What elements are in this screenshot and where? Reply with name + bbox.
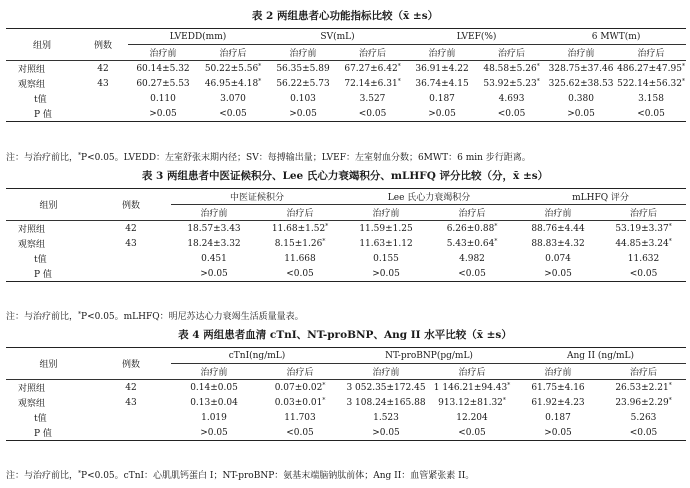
- table-row: [6, 76, 686, 91]
- cell: 56.35±5.89: [268, 61, 338, 77]
- row-label: t值: [34, 414, 47, 424]
- cell: 0.13±0.04: [190, 397, 238, 408]
- table-row: [6, 425, 686, 441]
- before-header: 治疗前: [200, 209, 228, 219]
- row-label: 观察组: [18, 80, 46, 90]
- after-header: 治疗后: [286, 209, 314, 219]
- cell: 67.27±6.42*: [338, 61, 407, 77]
- cell: <0.05: [257, 425, 343, 441]
- cell: 61.92±4.23: [531, 397, 585, 408]
- cell: 88.83±4.32: [531, 238, 585, 249]
- row-label: 对照组: [6, 61, 78, 77]
- cell: 0.03±0.01*: [274, 397, 326, 408]
- measure-header: LVEF(%): [407, 29, 546, 45]
- row-n: [91, 410, 171, 425]
- cell: 46.95±4.18*: [204, 78, 262, 89]
- table-row: [6, 251, 686, 266]
- measure-header: 6 MWT(m): [546, 29, 686, 45]
- row-n: [91, 266, 171, 282]
- table3: [6, 188, 686, 282]
- row-n: 43: [97, 78, 109, 89]
- cell: >0.05: [171, 266, 257, 282]
- cell: 8.15±1.26*: [274, 238, 326, 249]
- cell: 3.070: [220, 93, 246, 104]
- cell: 0.187: [545, 412, 571, 423]
- group-header: 组别: [6, 189, 91, 221]
- cell: 0.07±0.02*: [257, 380, 343, 396]
- table4: [6, 347, 686, 441]
- row-n: 42: [91, 221, 171, 237]
- row-n: 43: [125, 397, 137, 408]
- cell: 11.703: [284, 412, 316, 423]
- measure-header: 中医证候积分: [171, 189, 343, 205]
- cell: 44.85±3.24*: [615, 238, 672, 249]
- table-row: [6, 221, 686, 237]
- table3-header-row: [6, 189, 686, 205]
- measure-header: Lee 氏心力衰竭积分: [343, 189, 515, 205]
- cell: >0.05: [171, 425, 257, 441]
- row-label: 对照组: [6, 221, 91, 237]
- table2-caption: 表 2 两组患者心功能指标比较（x̄ ±s）: [251, 10, 439, 22]
- table2: [6, 28, 686, 122]
- cell: 11.63±1.12: [359, 238, 413, 249]
- row-n: 42: [91, 380, 171, 396]
- cell: >0.05: [343, 425, 429, 441]
- cell: >0.05: [407, 106, 477, 122]
- n-header: 例数: [91, 189, 171, 221]
- after-header: 治疗后: [219, 49, 247, 59]
- cell: 1 146.21±94.43*: [429, 380, 515, 396]
- cell: 4.693: [498, 93, 525, 104]
- cell: 5.263: [630, 412, 657, 423]
- row-n: [78, 91, 128, 106]
- n-header: 例数: [78, 29, 128, 61]
- cell: 11.632: [627, 253, 660, 264]
- cell: <0.05: [601, 266, 686, 282]
- before-header: 治疗前: [544, 209, 572, 219]
- table-row: [6, 395, 686, 410]
- cell: 53.19±3.37*: [601, 221, 686, 237]
- cell: 50.22±5.56*: [198, 61, 268, 77]
- row-label: t值: [34, 95, 47, 105]
- after-header: 治疗后: [637, 49, 665, 59]
- cell: 522.14±56.32*: [617, 78, 685, 89]
- after-header: 治疗后: [498, 49, 526, 59]
- measure-header: SV(mL): [268, 29, 407, 45]
- cell: 53.92±5.23*: [483, 78, 540, 89]
- cell: 1.019: [201, 412, 227, 423]
- table2-header-row: [6, 29, 686, 45]
- cell: >0.05: [268, 106, 338, 122]
- cell: 36.91±4.22: [407, 61, 477, 77]
- cell: 4.982: [459, 253, 485, 264]
- group-header: 组别: [6, 348, 91, 380]
- cell: <0.05: [429, 425, 515, 441]
- measure-header: mLHFQ 评分: [515, 189, 686, 205]
- cell: 88.76±4.44: [515, 221, 601, 237]
- cell: 61.75±4.16: [515, 380, 601, 396]
- row-label: 对照组: [6, 380, 91, 396]
- table3-note: 注：与治疗前比，*P<0.05。mLHFQ：明尼苏达心力衰竭生活质量量表。: [6, 311, 304, 322]
- row-label: P 值: [6, 425, 91, 441]
- before-header: 治疗前: [428, 49, 456, 59]
- after-header: 治疗后: [458, 209, 486, 219]
- cell: 11.59±1.25: [343, 221, 429, 237]
- after-header: 治疗后: [359, 49, 387, 59]
- cell: 0.110: [150, 93, 176, 104]
- row-n: [91, 425, 171, 441]
- table-row: [6, 61, 686, 77]
- cell: <0.05: [616, 106, 686, 122]
- cell: 5.43±0.64*: [446, 238, 498, 249]
- cell: >0.05: [546, 106, 616, 122]
- cell: <0.05: [477, 106, 546, 122]
- before-header: 治疗前: [289, 49, 317, 59]
- cell: >0.05: [128, 106, 198, 122]
- cell: >0.05: [343, 266, 429, 282]
- cell: 328.75±37.46: [546, 61, 616, 77]
- after-header: 治疗后: [630, 209, 658, 219]
- cell: 23.96±2.29*: [615, 397, 672, 408]
- cell: 6.26±0.88*: [429, 221, 515, 237]
- cell: 0.380: [568, 93, 594, 104]
- cell: 11.68±1.52*: [257, 221, 343, 237]
- group-header: 组别: [6, 29, 78, 61]
- table-row: [6, 106, 686, 122]
- row-n: 42: [78, 61, 128, 77]
- cell: 3 052.35±172.45: [343, 380, 429, 396]
- cell: 60.27±5.53: [136, 78, 190, 89]
- measure-header: cTnI(ng/mL): [171, 348, 343, 364]
- before-header: 治疗前: [567, 49, 595, 59]
- cell: 0.451: [201, 253, 227, 264]
- table-row: [6, 380, 686, 396]
- table-row: [6, 91, 686, 106]
- cell: 60.14±5.32: [128, 61, 198, 77]
- cell: 18.57±3.43: [171, 221, 257, 237]
- cell: <0.05: [198, 106, 268, 122]
- table-row: [6, 236, 686, 251]
- cell: >0.05: [515, 425, 601, 441]
- table4-note: 注：与治疗前比，*P<0.05。cTnI：心肌肌钙蛋白 I；NT-proBNP：氨基末端脑钠肽前体；Ang II：血管紧张素 II。: [6, 470, 475, 481]
- table3-caption: 表 3 两组患者中医证候积分、Lee 氏心力衰竭积分、mLHFQ 评分比较（分，x̄ ±s）: [141, 170, 549, 182]
- cell: 72.14±6.31*: [344, 78, 401, 89]
- cell: <0.05: [429, 266, 515, 282]
- before-header: 治疗前: [149, 49, 177, 59]
- row-n: 43: [125, 238, 137, 249]
- row-n: [78, 106, 128, 122]
- cell: <0.05: [338, 106, 407, 122]
- row-n: [91, 251, 171, 266]
- cell: 11.668: [284, 253, 316, 264]
- cell: 26.53±2.21*: [601, 380, 686, 396]
- cell: 0.14±0.05: [171, 380, 257, 396]
- row-label: P 值: [6, 266, 91, 282]
- cell: 3.158: [638, 93, 664, 104]
- cell: >0.05: [515, 266, 601, 282]
- table4-caption: 表 4 两组患者血清 cTnI、NT-proBNP、Ang II 水平比较（x̄ ±s）: [178, 329, 512, 341]
- row-label: P 值: [6, 106, 78, 122]
- table4-header-row: [6, 348, 686, 364]
- cell: 1.523: [373, 412, 399, 423]
- row-label: 观察组: [18, 240, 46, 250]
- cell: 56.22±5.73: [276, 78, 330, 89]
- after-header: 治疗后: [630, 368, 658, 378]
- cell: 36.74±4.15: [415, 78, 469, 89]
- cell: 12.204: [456, 412, 488, 423]
- n-header: 例数: [91, 348, 171, 380]
- measure-header: NT-proBNP(pg/mL): [343, 348, 515, 364]
- table2-note: 注：与治疗前比，*P<0.05。LVEDD：左室舒张末期内径；SV：每搏输出量；LVEF：左室射血分数；6MWT：6 min 步行距离。: [6, 152, 531, 163]
- cell: 486.27±47.95*: [616, 61, 686, 77]
- cell: 48.58±5.26*: [477, 61, 546, 77]
- cell: 0.103: [290, 93, 316, 104]
- cell: 0.155: [373, 253, 399, 264]
- row-label: t值: [34, 255, 47, 265]
- cell: 325.62±38.53: [548, 78, 614, 89]
- cell: 3 108.24±165.88: [346, 397, 426, 408]
- cell: 0.074: [545, 253, 571, 264]
- measure-header: LVEDD(mm): [128, 29, 268, 45]
- measure-header: Ang II (ng/mL): [515, 348, 686, 364]
- cell: 913.12±81.32*: [438, 397, 506, 408]
- table-row: [6, 266, 686, 282]
- cell: <0.05: [601, 425, 686, 441]
- before-header: 治疗前: [372, 209, 400, 219]
- before-header: 治疗前: [544, 368, 572, 378]
- before-header: 治疗前: [200, 368, 228, 378]
- cell: 3.527: [359, 93, 386, 104]
- after-header: 治疗后: [286, 368, 314, 378]
- cell: 18.24±3.32: [187, 238, 241, 249]
- after-header: 治疗后: [458, 368, 486, 378]
- table-row: [6, 410, 686, 425]
- cell: 0.187: [429, 93, 455, 104]
- cell: <0.05: [257, 266, 343, 282]
- before-header: 治疗前: [372, 368, 400, 378]
- row-label: 观察组: [18, 399, 46, 409]
